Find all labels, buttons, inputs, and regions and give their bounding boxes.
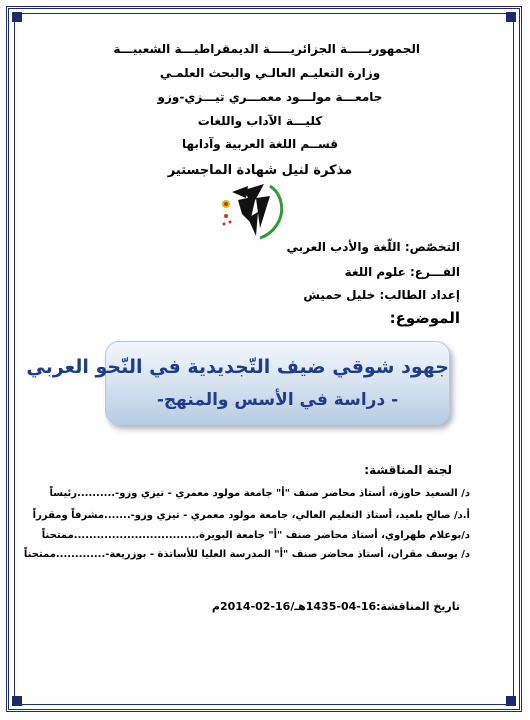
committee-heading: لجنة المناقشة:	[364, 463, 452, 477]
thesis-title: جهود شوقي ضيف التّجديدية في النّحو العربي	[26, 356, 449, 378]
university-logo-icon	[212, 178, 292, 242]
branch-line: الفـــرع: علوم اللغة	[344, 265, 460, 279]
committee-member: د/ يوسف مقران، أستاذ محاضر صنف "أ" المدرسة العليا للأساتذة - بوزريعة-.............ممتحناً	[23, 549, 470, 560]
thesis-type-line: مذكرة لنيل شهادة الماجستير	[167, 163, 353, 178]
title-banner	[26, 341, 450, 425]
committee-member: د/ السعيد حاوزة، أستاذ محاضر صنف "أ" جامعة مولود معمري - تيزي وزو-..........رئيساً	[49, 488, 470, 499]
defense-date: تاريخ المناقشة:16-04-1435هـ/16-02-2014م	[211, 600, 460, 613]
topic-label: الموضوع:	[389, 309, 460, 327]
ministry-line: وزارة التعليـم العالـي والبحث العلمـي	[159, 66, 381, 80]
department-line: قســم اللغة العربية وآدابها	[181, 137, 339, 151]
committee-member: أ.د/ صالح بلعيد، أستاذ التعليم العالي، جامعة مولود معمري - تيزي وزو-.......مشرفاً ومقرراً	[32, 510, 470, 521]
university-line: جامعـــة مولـــود معمـــري تيـــزي-وزو	[157, 90, 383, 104]
republic-line: الجمهوريـــــة الجزائريـــــة الديمقراطيـــة الشعبيـــة	[113, 42, 420, 56]
thesis-subtitle: - دراسة في الأسس والمنهج-	[156, 390, 399, 410]
faculty-line: كليـــة الآداب واللغات	[197, 114, 323, 128]
prepared-by-line: إعداد الطالب: خليل حميش	[303, 288, 460, 302]
specialty-line: التخصّص: اللّغة والأدب العربي	[286, 240, 460, 254]
committee-member: د/بوعلام طهراوي، أستاذ محاضر صنف "أ" جامعة البويرة.................................ممتحناً	[41, 530, 470, 541]
